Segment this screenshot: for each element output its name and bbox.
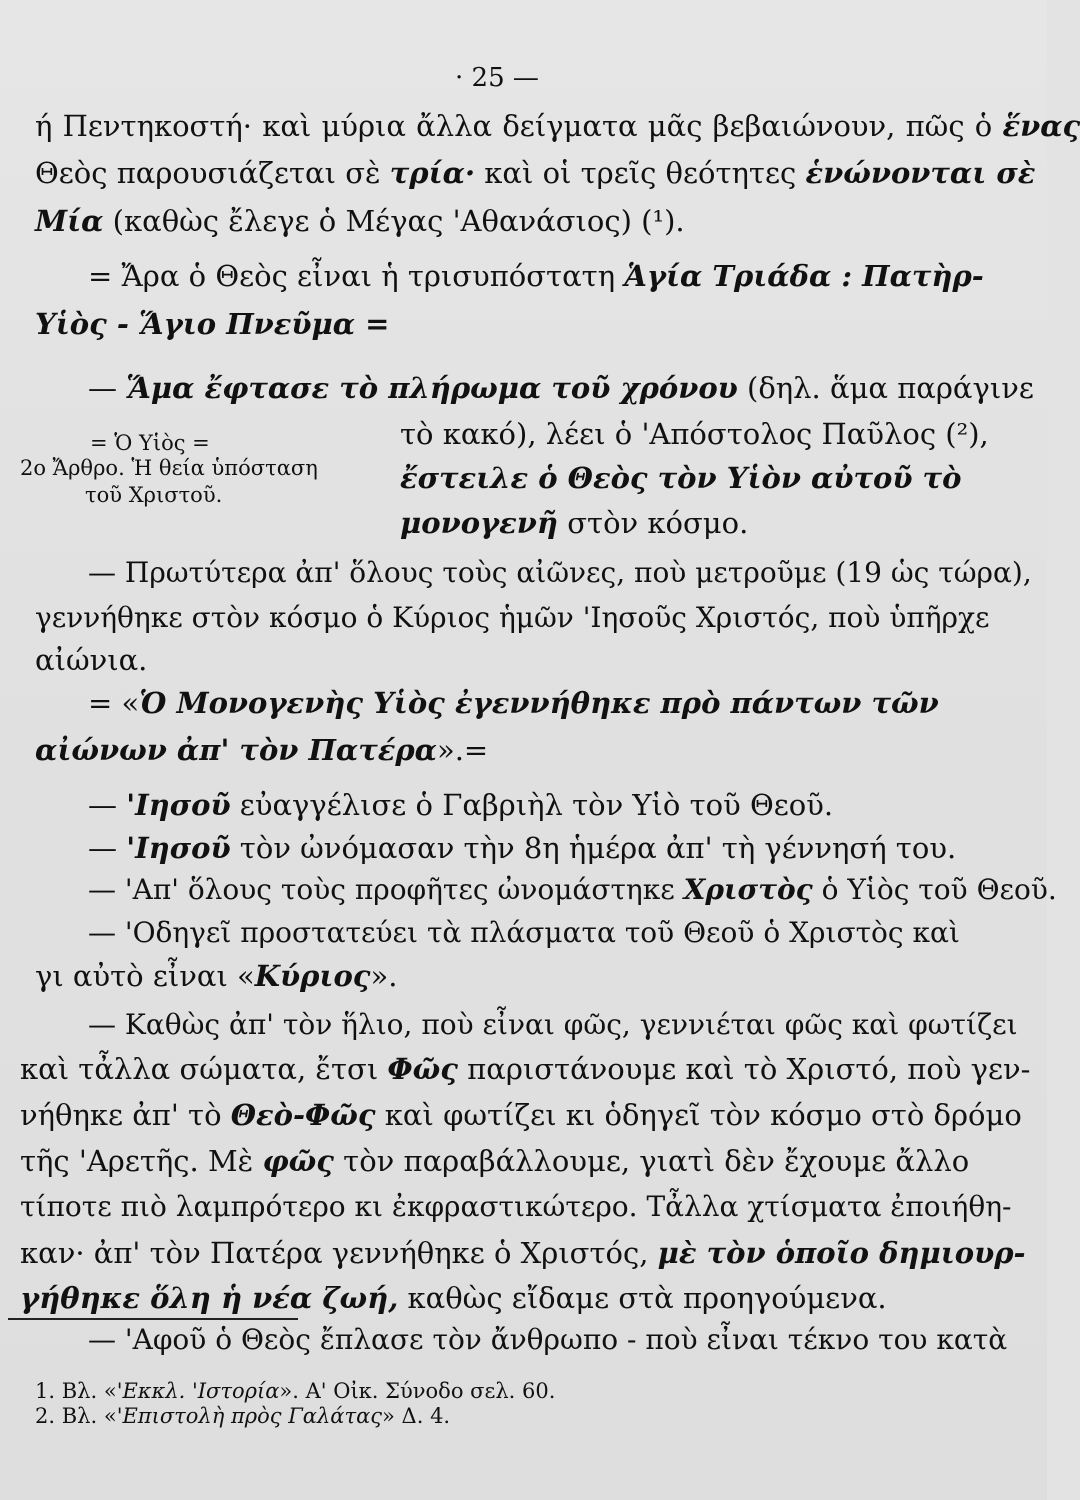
text-segment: — xyxy=(88,831,127,865)
text-segment: ». Α' Οἰκ. Σύνοδο σελ. 60. xyxy=(279,1379,556,1403)
text-segment: καὶ οἱ τρεῖς θεότητες xyxy=(475,156,806,190)
text-line-18: — 'Οδηγεῖ προστατεύει τὰ πλάσματα τοῦ Θεοῦ ὁ Χριστὸς καὶ xyxy=(88,916,960,949)
text-segment: — xyxy=(88,788,127,822)
text-segment: γι αὐτὸ εἶναι « xyxy=(35,959,255,993)
text-line-25 xyxy=(20,1235,1026,1271)
footnote-rule xyxy=(8,1318,298,1320)
text-segment: στὸν κόσμο. xyxy=(558,506,749,540)
text-line-26 xyxy=(20,1280,887,1316)
text-segment: ή Πεντηκοστή· καὶ μύρια ἄλλα δείγματα μᾶς βεβαιώνουν, πῶς ὁ xyxy=(35,109,1003,143)
emphasis-text: φῶς xyxy=(262,1144,334,1178)
emphasis-text: Μία xyxy=(35,204,104,238)
text-segment: καὶ τἆλλα σώματα, ἔτσι xyxy=(20,1052,388,1086)
text-line-19 xyxy=(35,958,397,994)
text-line-10: — Πρωτύτερα ἀπ' ὅλους τοὺς αἰῶνες, ποὺ μετροῦμε (19 ὡς τώρα), xyxy=(88,556,1032,589)
text-line-3 xyxy=(35,203,685,239)
text-line-24: τίποτε πιὸ λαμπρότερο κι ἐκφραστικώτερο. Τἆλλα χτίσματα ἐποιήθη- xyxy=(20,1190,1012,1223)
text-segment: Βλ. « xyxy=(61,1404,117,1428)
text-line-11: γεννήθηκε στὸν κόσμο ὁ Κύριος ἡμῶν 'Ιησοῦς Χριστός, ποὺ ὑπῆρχε xyxy=(35,601,990,634)
text-segment: τὸν ὠνόμασαν τὴν 8η ἡμέρα ἀπ' τὴ γέννησή του. xyxy=(230,831,957,865)
footnote-2 xyxy=(35,1403,450,1429)
emphasis-text: Φῶς xyxy=(387,1052,458,1086)
text-line-23 xyxy=(20,1143,969,1179)
text-line-15 xyxy=(88,787,833,823)
text-segment: » Δ. 4. xyxy=(382,1404,451,1428)
text-line-8 xyxy=(400,460,961,496)
text-line-13 xyxy=(88,685,939,721)
emphasis-text: Ὁ Μονογενὴς Υἱὸς ἐγεννήθηκε πρὸ πάντων τῶν xyxy=(139,686,939,720)
footnote-source-title: 'Επιστολὴ πρὸς Γαλάτας xyxy=(116,1404,383,1428)
emphasis-text: ἑνώνονται σὲ xyxy=(805,156,1036,190)
emphasis-text: μὲ τὸν ὁποῖο δημιουρ- xyxy=(657,1236,1026,1270)
emphasis-text: γήθηκε ὅλη ἡ νέα ζωή, xyxy=(20,1281,399,1315)
emphasis-text: 'Ιησοῦ xyxy=(126,831,231,865)
text-line-17 xyxy=(88,872,1057,908)
text-segment: (δηλ. ἅμα παράγινε xyxy=(737,371,1034,405)
text-line-16 xyxy=(88,830,956,866)
side-note-subject: τοῦ Χριστοῦ. xyxy=(85,483,223,507)
side-note-title: = Ὁ Υἱὸς = xyxy=(90,431,210,455)
text-segment: τὸν παραβάλλουμε, γιατὶ δὲν ἔχουμε ἄλλο xyxy=(333,1144,970,1178)
emphasis-text: Ἅμα ἔφτασε τὸ πλήρωμα τοῦ χρόνου xyxy=(126,371,738,405)
text-segment: καὶ φωτίζει κι ὁδηγεῖ τὸν κόσμο στὸ δρόμο xyxy=(375,1098,1022,1132)
text-segment: Θεὸς παρουσιάζεται σὲ xyxy=(35,156,390,190)
side-note-article: 2ο Ἄρθρο. Ἡ θεία ὑπόσταση xyxy=(20,456,318,480)
text-segment: (καθὼς ἔλεγε ὁ Μέγας 'Αθανάσιος) (¹). xyxy=(103,204,685,238)
footnote-number: 2. xyxy=(35,1404,56,1428)
text-segment: καθὼς εἴδαμε στὰ προηγούμενα. xyxy=(398,1281,887,1315)
emphasis-text: αἰώνων ἀπ' τὸν Πατέρα xyxy=(35,733,437,767)
text-segment: = Ἄρα ὁ Θεὸς εἶναι ἡ τρισυπόστατη xyxy=(88,259,625,293)
text-line-6 xyxy=(88,370,1034,406)
emphasis-text: 'Ιησοῦ xyxy=(126,788,231,822)
footnote-number: 1. xyxy=(35,1379,56,1403)
emphasis-text: ἕνας xyxy=(1002,109,1080,143)
text-segment: ». xyxy=(370,959,398,993)
text-line-4 xyxy=(88,258,984,294)
emphasis-text: Ἁγία Τριάδα : Πατὴρ- xyxy=(624,259,984,293)
text-line-12: αἰώνια. xyxy=(35,643,148,677)
page-number: · 25 — xyxy=(455,63,539,93)
emphasis-text: Χριστὸς xyxy=(683,873,813,906)
emphasis-text: Υἱὸς - Ἅγιο Πνεῦμα = xyxy=(35,307,390,341)
text-segment: — 'Απ' ὅλους τοὺς προφῆτες ὠνομάστηκε xyxy=(88,873,684,906)
text-line-22 xyxy=(20,1097,1022,1133)
emphasis-text: μονογενῆ xyxy=(400,506,559,540)
text-segment: Βλ. « xyxy=(61,1379,117,1403)
text-segment: εὐαγγέλισε ὁ Γαβριὴλ τὸν Υἱὸ τοῦ Θεοῦ. xyxy=(230,788,834,822)
text-segment: νήθηκε ἀπ' τὸ xyxy=(20,1098,231,1132)
text-segment: ὁ Υἱὸς τοῦ Θεοῦ. xyxy=(812,873,1057,906)
text-line-1 xyxy=(35,108,1080,144)
text-line-9 xyxy=(400,505,748,541)
text-segment: καν· ἀπ' τὸν Πατέρα γεννήθηκε ὁ Χριστός, xyxy=(20,1236,658,1270)
text-line-27: — 'Αφοῦ ὁ Θεὸς ἔπλασε τὸν ἄνθρωπο - ποὺ εἶναι τέκνο του κατὰ xyxy=(88,1323,1008,1356)
text-segment: παριστάνουμε καὶ τὸ Χριστό, ποὺ γεν- xyxy=(457,1052,1031,1086)
text-segment: — xyxy=(88,371,127,405)
text-segment: = « xyxy=(88,686,140,720)
text-line-21 xyxy=(20,1051,1030,1087)
emphasis-text: τρία· xyxy=(389,156,476,190)
emphasis-text: ἔστειλε ὁ Θεὸς τὸν Υἱὸν αὐτοῦ τὸ xyxy=(400,461,962,495)
text-line-14 xyxy=(35,732,488,768)
text-segment: τῆς 'Αρετῆς. Μὲ xyxy=(20,1144,263,1178)
text-line-2 xyxy=(35,155,1035,191)
footnote-source-title: 'Εκκλ. 'Ιστορία xyxy=(116,1379,280,1403)
text-segment: ».= xyxy=(436,733,489,767)
emphasis-text: Θεὸ-Φῶς xyxy=(230,1098,376,1132)
text-line-5 xyxy=(35,306,389,342)
text-line-7: τὸ κακό), λέει ὁ 'Απόστολος Παῦλος (²), xyxy=(400,417,989,451)
footnote-1 xyxy=(35,1378,555,1404)
emphasis-text: Κύριος xyxy=(254,959,371,993)
text-line-20: — Καθὼς ἀπ' τὸν ἥλιο, ποὺ εἶναι φῶς, γεννιέται φῶς καὶ φωτίζει xyxy=(88,1008,1018,1041)
